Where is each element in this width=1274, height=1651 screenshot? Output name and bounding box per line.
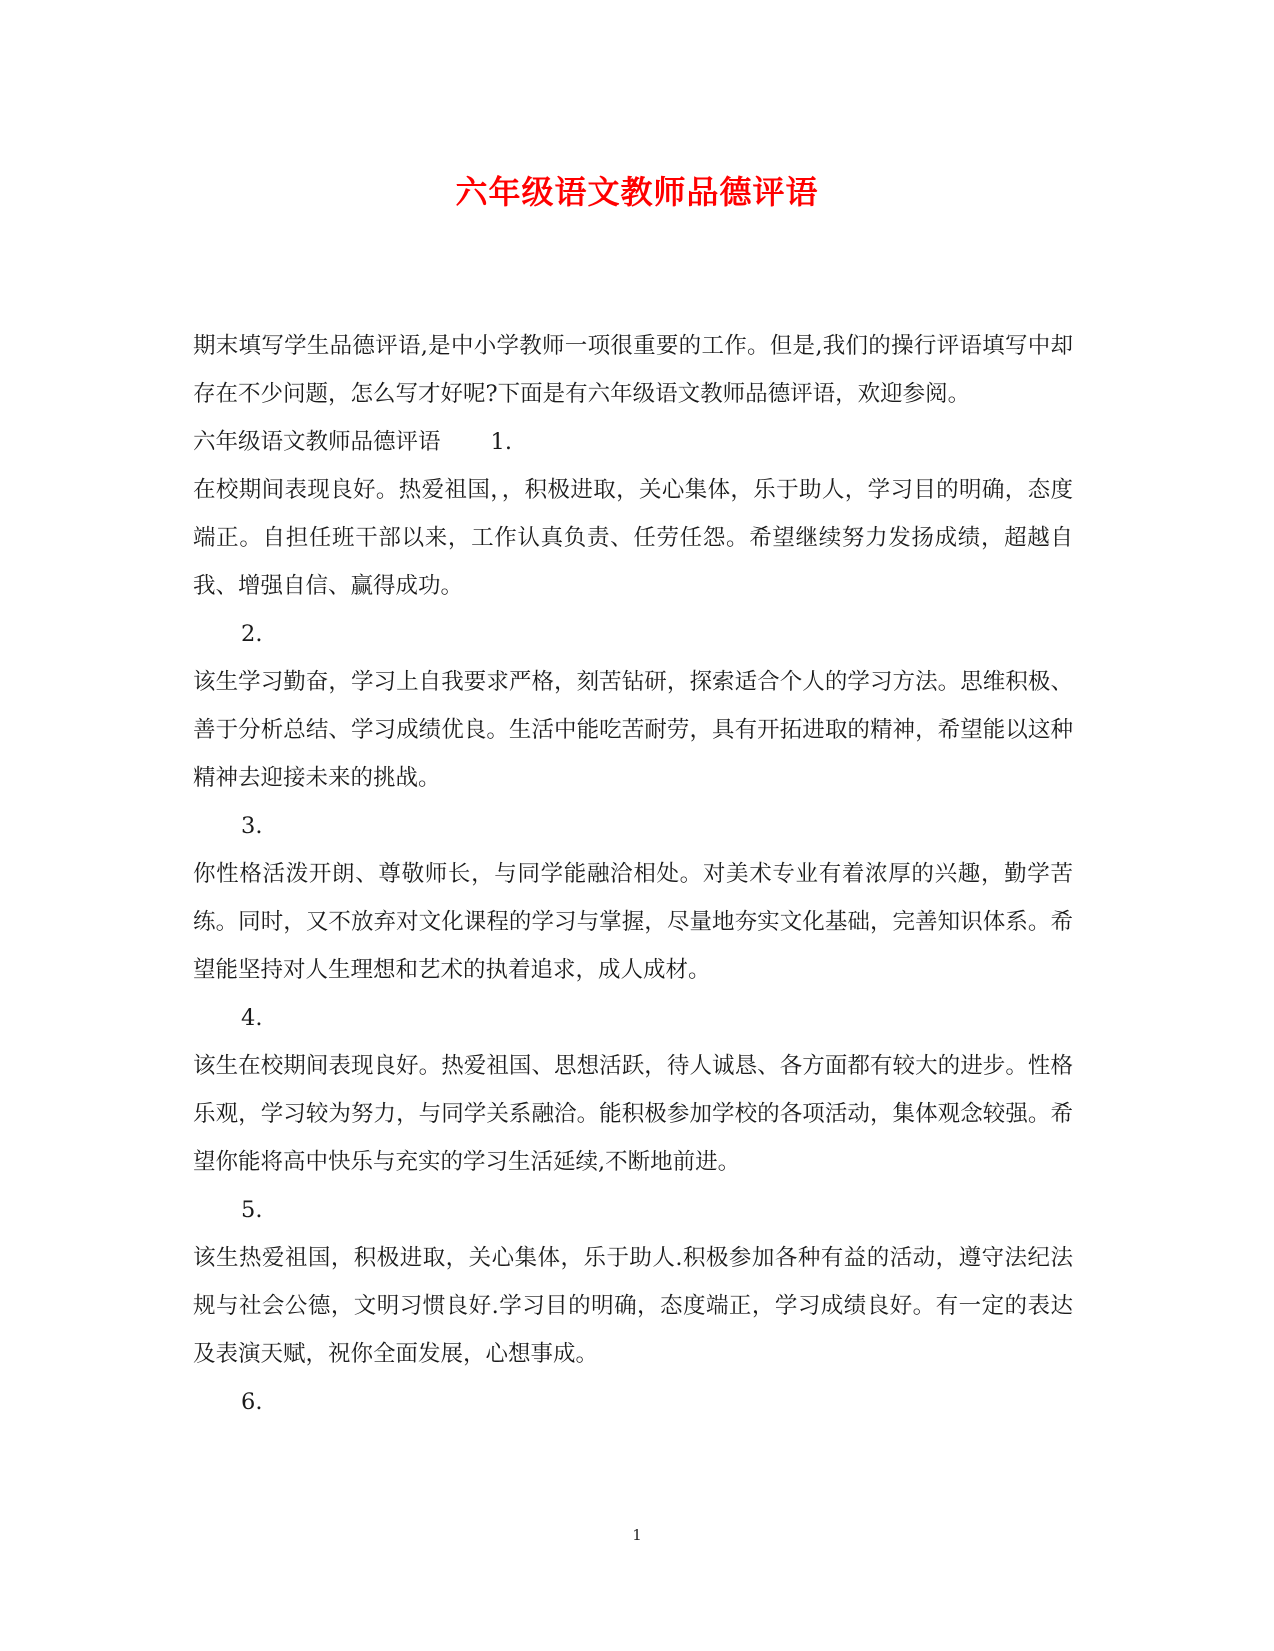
intro-paragraph: 期末填写学生品德评语,是中小学教师一项很重要的工作。但是,我们的操行评语填写中却存在不少问题，怎么写才好呢?下面是有六年级语文教师品德评语，欢迎参阅。 [193, 333, 1073, 407]
comment-number: 4. [241, 1005, 263, 1031]
section-first-number: 1. [490, 429, 512, 455]
comment-number: 6. [241, 1389, 263, 1415]
comment-text: 你性格活泼开朗、尊敬师长，与同学能融洽相处。对美术专业有着浓厚的兴趣，勤学苦练。同时，又不放弃对文化课程的学习与掌握，尽量地夯实文化基础，完善知识体系。希望能坚持对人生理想和艺术的执着追求，成人成材。 [193, 861, 1073, 983]
comment-text: 该生热爱祖国，积极进取，关心集体，乐于助人.积极参加各种有益的活动，遵守法纪法规与社会公德，文明习惯良好.学习目的明确，态度端正，学习成绩良好。有一定的表达及表演天赋，祝你全面发展，心想事成。 [193, 1245, 1073, 1367]
document-title: 六年级语文教师品德评语 [455, 173, 819, 211]
page-number: 1 [632, 1526, 642, 1544]
comment-text: 该生学习勤奋，学习上自我要求严格，刻苦钻研，探索适合个人的学习方法。思维积极、善于分析总结、学习成绩优良。生活中能吃苦耐劳，具有开拓进取的精神，希望能以这种精神去迎接未来的挑战。 [193, 669, 1073, 791]
section-heading-text: 六年级语文教师品德评语 [193, 429, 441, 455]
section-heading [193, 418, 1073, 466]
comment-number: 5. [241, 1197, 263, 1223]
comment-text: 在校期间表现良好。热爱祖国，，积极进取，关心集体，乐于助人，学习目的明确，态度端正。自担任班干部以来，工作认真负责、任劳任怨。希望继续努力发扬成绩，超越自我、增强自信、赢得成功。 [193, 477, 1073, 599]
comment-text: 该生在校期间表现良好。热爱祖国、思想活跃，待人诚恳、各方面都有较大的进步。性格乐观，学习较为努力，与同学关系融洽。能积极参加学校的各项活动，集体观念较强。希望你能将高中快乐与充实的学习生活延续,不断地前进。 [193, 1053, 1073, 1175]
comment-number: 2. [241, 621, 263, 647]
comment-number: 3. [241, 813, 263, 839]
document-body [193, 322, 1073, 1426]
